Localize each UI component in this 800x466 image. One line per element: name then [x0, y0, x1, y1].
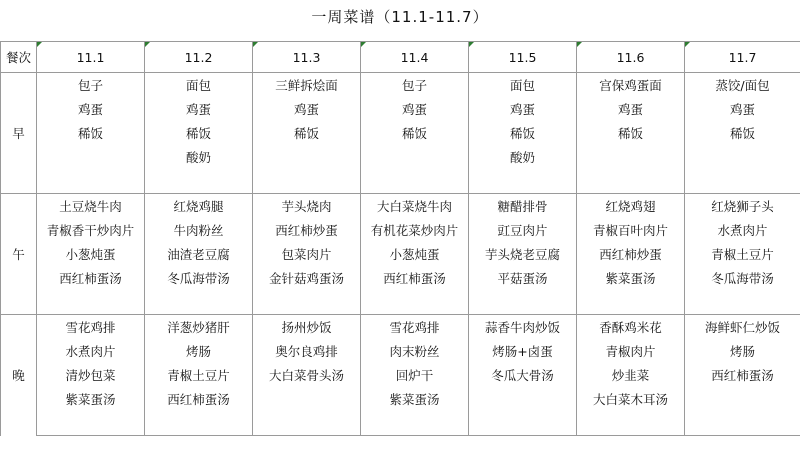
dish-cell: 蒜香牛肉炒饭	[469, 315, 577, 340]
dish-cell: 水煮肉片	[37, 339, 145, 363]
dish-cell: 雪花鸡排	[361, 315, 469, 340]
dish-cell	[37, 145, 145, 169]
dish-cell	[253, 387, 361, 411]
dish-cell: 稀饭	[577, 121, 685, 145]
dish-cell: 西红柿炒蛋	[577, 242, 685, 266]
date-label: 11.4	[400, 49, 429, 65]
table-row	[1, 363, 800, 387]
dish-cell: 紫菜蛋汤	[361, 387, 469, 411]
dish-cell: 青椒土豆片	[145, 363, 253, 387]
dish-cell: 稀饭	[685, 121, 800, 145]
date-label: 11.2	[184, 49, 213, 65]
date-label: 11.6	[616, 49, 645, 65]
comment-marker-icon	[577, 42, 582, 47]
dish-cell: 西红柿蛋汤	[145, 387, 253, 411]
dish-cell: 回炉干	[361, 363, 469, 387]
dish-cell: 西红柿炒蛋	[253, 218, 361, 242]
dish-cell: 大白菜骨头汤	[253, 363, 361, 387]
dish-cell	[361, 290, 469, 315]
dish-cell: 大白菜烧牛肉	[361, 194, 469, 219]
dish-cell	[37, 290, 145, 315]
dish-cell: 包子	[37, 73, 145, 98]
dish-cell: 香酥鸡米花	[577, 315, 685, 340]
dish-cell	[469, 411, 577, 436]
table-row	[1, 218, 800, 242]
dish-cell	[37, 169, 145, 194]
dish-cell: 清炒包菜	[37, 363, 145, 387]
dish-cell: 海鲜虾仁炒饭	[685, 315, 800, 340]
dish-cell: 芋头烧肉	[253, 194, 361, 219]
dish-cell	[685, 290, 800, 315]
dish-cell: 青椒百叶肉片	[577, 218, 685, 242]
dish-cell	[253, 411, 361, 436]
dish-cell: 水煮肉片	[685, 218, 800, 242]
date-header	[37, 42, 145, 73]
dish-cell	[685, 169, 800, 194]
dish-cell: 雪花鸡排	[37, 315, 145, 340]
dish-cell: 蒸饺/面包	[685, 73, 800, 98]
dish-cell: 鸡蛋	[577, 97, 685, 121]
dish-cell: 豇豆肉片	[469, 218, 577, 242]
comment-marker-icon	[37, 42, 42, 47]
comment-marker-icon	[253, 42, 258, 47]
table-row	[1, 97, 800, 121]
table-row	[1, 387, 800, 411]
table-row	[1, 73, 800, 98]
comment-marker-icon	[145, 42, 150, 47]
dish-cell: 西红柿蛋汤	[37, 266, 145, 290]
table-row	[1, 315, 800, 340]
dish-cell: 稀饭	[469, 121, 577, 145]
dish-cell: 油渣老豆腐	[145, 242, 253, 266]
dish-cell	[253, 290, 361, 315]
table-row	[1, 145, 800, 169]
dish-cell: 金针菇鸡蛋汤	[253, 266, 361, 290]
dish-cell	[685, 145, 800, 169]
dish-cell	[253, 169, 361, 194]
dish-cell: 西红柿蛋汤	[361, 266, 469, 290]
dish-cell: 烤肠	[685, 339, 800, 363]
dish-cell	[577, 169, 685, 194]
table-row	[1, 339, 800, 363]
dish-cell: 土豆烧牛肉	[37, 194, 145, 219]
dish-cell	[577, 411, 685, 436]
table-row	[1, 411, 800, 436]
dish-cell: 糖醋排骨	[469, 194, 577, 219]
dish-cell	[469, 387, 577, 411]
dish-cell: 炒韭菜	[577, 363, 685, 387]
meal-label: 晚	[1, 315, 37, 436]
meal-column-header: 餐次	[1, 42, 37, 73]
meal-label: 午	[1, 194, 37, 315]
dish-cell: 稀饭	[361, 121, 469, 145]
dish-cell: 大白菜木耳汤	[577, 387, 685, 411]
dish-cell	[145, 169, 253, 194]
date-header	[361, 42, 469, 73]
dish-cell: 冬瓜大骨汤	[469, 363, 577, 387]
date-label: 11.7	[728, 49, 757, 65]
date-header	[145, 42, 253, 73]
dish-cell: 洋葱炒猪肝	[145, 315, 253, 340]
date-label: 11.5	[508, 49, 537, 65]
dish-cell: 烤肠+卤蛋	[469, 339, 577, 363]
header-row	[1, 42, 800, 73]
dish-cell	[361, 411, 469, 436]
dish-cell: 青椒土豆片	[685, 242, 800, 266]
dish-cell: 扬州炒饭	[253, 315, 361, 340]
dish-cell: 紫菜蛋汤	[577, 266, 685, 290]
dish-cell: 稀饭	[37, 121, 145, 145]
dish-cell: 面包	[145, 73, 253, 98]
table-row	[1, 242, 800, 266]
dish-cell: 红烧鸡腿	[145, 194, 253, 219]
dish-cell: 冬瓜海带汤	[685, 266, 800, 290]
dish-cell: 西红柿蛋汤	[685, 363, 800, 387]
dish-cell: 酸奶	[145, 145, 253, 169]
dish-cell: 鸡蛋	[685, 97, 800, 121]
dish-cell	[145, 411, 253, 436]
comment-marker-icon	[469, 42, 474, 47]
dish-cell: 肉末粉丝	[361, 339, 469, 363]
page-title: 一周菜谱（11.1-11.7）	[311, 8, 489, 26]
dish-cell: 紫菜蛋汤	[37, 387, 145, 411]
comment-marker-icon	[361, 42, 366, 47]
dish-cell	[37, 411, 145, 436]
date-label: 11.3	[292, 49, 321, 65]
dish-cell	[145, 290, 253, 315]
date-header	[577, 42, 685, 73]
dish-cell: 青椒肉片	[577, 339, 685, 363]
dish-cell: 鸡蛋	[469, 97, 577, 121]
dish-cell: 宫保鸡蛋面	[577, 73, 685, 98]
dish-cell: 面包	[469, 73, 577, 98]
dish-cell	[361, 169, 469, 194]
dish-cell: 稀饭	[145, 121, 253, 145]
dish-cell: 包菜肉片	[253, 242, 361, 266]
dish-cell: 芋头烧老豆腐	[469, 242, 577, 266]
dish-cell: 稀饭	[253, 121, 361, 145]
dish-cell	[577, 290, 685, 315]
meal-label: 早	[1, 73, 37, 194]
dish-cell: 酸奶	[469, 145, 577, 169]
date-label: 11.1	[76, 49, 105, 65]
weekly-menu-table	[0, 41, 800, 436]
dish-cell: 红烧鸡翅	[577, 194, 685, 219]
table-row	[1, 121, 800, 145]
dish-cell: 小葱炖蛋	[361, 242, 469, 266]
dish-cell: 有机花菜炒肉片	[361, 218, 469, 242]
dish-cell	[469, 290, 577, 315]
date-header	[469, 42, 577, 73]
comment-marker-icon	[685, 42, 690, 47]
dish-cell: 平菇蛋汤	[469, 266, 577, 290]
dish-cell	[577, 145, 685, 169]
dish-cell: 烤肠	[145, 339, 253, 363]
dish-cell: 鸡蛋	[37, 97, 145, 121]
dish-cell	[685, 387, 800, 411]
dish-cell: 青椒香干炒肉片	[37, 218, 145, 242]
dish-cell	[253, 145, 361, 169]
table-row	[1, 194, 800, 219]
dish-cell: 小葱炖蛋	[37, 242, 145, 266]
table-row	[1, 169, 800, 194]
dish-cell	[685, 411, 800, 436]
dish-cell	[361, 145, 469, 169]
date-header	[685, 42, 800, 73]
dish-cell: 三鲜拆烩面	[253, 73, 361, 98]
dish-cell: 鸡蛋	[253, 97, 361, 121]
table-row	[1, 266, 800, 290]
dish-cell	[469, 169, 577, 194]
dish-cell: 奥尔良鸡排	[253, 339, 361, 363]
table-row	[1, 290, 800, 315]
dish-cell: 包子	[361, 73, 469, 98]
dish-cell: 牛肉粉丝	[145, 218, 253, 242]
dish-cell: 冬瓜海带汤	[145, 266, 253, 290]
date-header	[253, 42, 361, 73]
dish-cell: 鸡蛋	[361, 97, 469, 121]
dish-cell: 红烧狮子头	[685, 194, 800, 219]
dish-cell: 鸡蛋	[145, 97, 253, 121]
